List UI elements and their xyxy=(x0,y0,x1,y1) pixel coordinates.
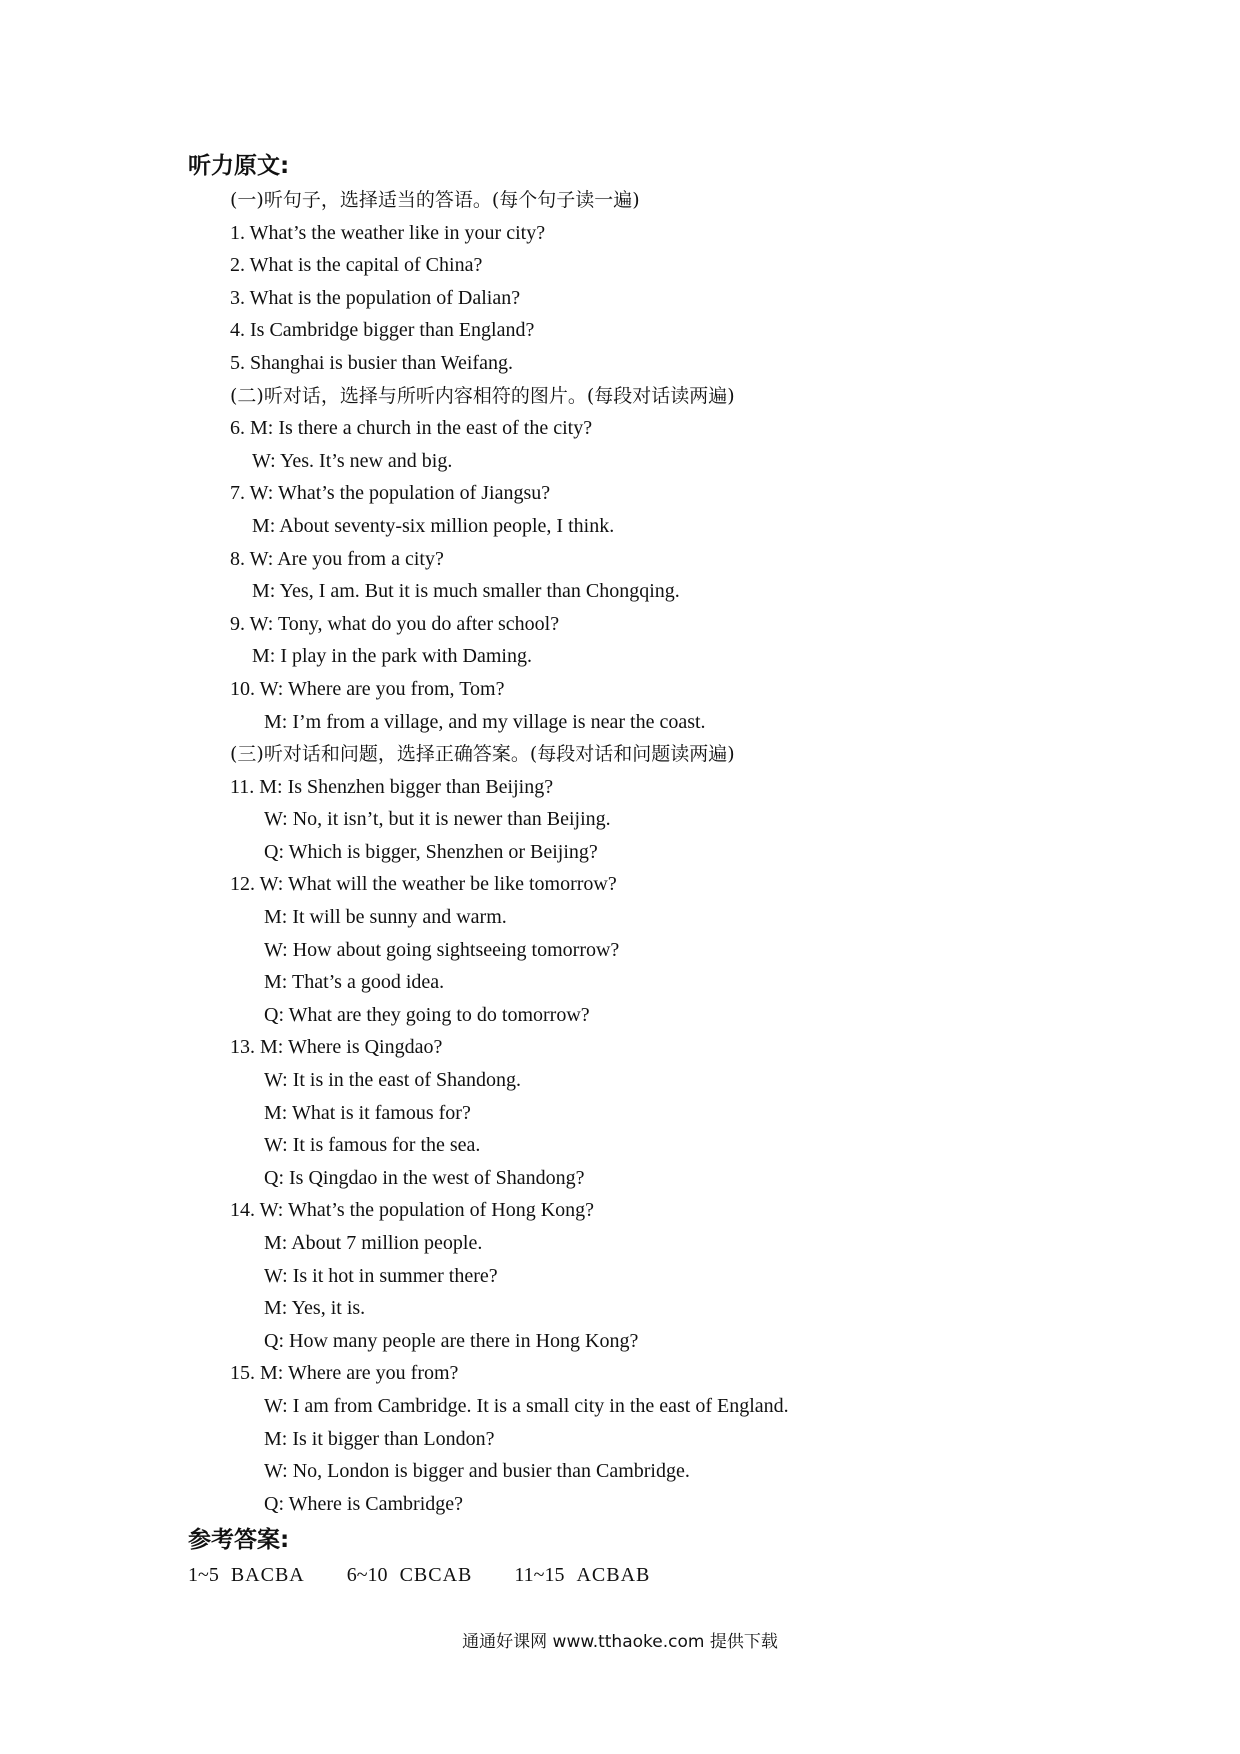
transcript-line xyxy=(0,1292,1240,1325)
transcript-line xyxy=(0,1097,1240,1130)
line-text: 7. W: What’s the population of Jiangsu? xyxy=(230,482,551,505)
line-text: 5. Shanghai is busier than Weifang. xyxy=(230,351,513,374)
line-text: 15. M: Where are you from? xyxy=(230,1362,459,1385)
line-text: W: It is famous for the sea. xyxy=(264,1134,481,1157)
line-text: Q: Is Qingdao in the west of Shandong? xyxy=(264,1166,585,1189)
transcript-line xyxy=(0,771,1240,804)
line-text: M: About 7 million people. xyxy=(264,1232,483,1254)
transcript-line xyxy=(0,640,1240,673)
transcript-line xyxy=(0,412,1240,445)
heading-listening-transcript: 听力原文: xyxy=(188,153,290,179)
section-instruction xyxy=(0,738,1240,771)
line-text: (二)听对话，选择与所听内容相符的图片。(每段对话读两遍) xyxy=(230,384,735,407)
answer-value-3: ACBAB xyxy=(576,1564,651,1586)
line-text: Q: What are they going to do tomorrow? xyxy=(264,1003,590,1026)
line-text: 14. W: What’s the population of Hong Kong? xyxy=(230,1199,595,1222)
line-text: W: How about going sightseeing tomorrow? xyxy=(264,938,620,961)
transcript-line xyxy=(0,966,1240,999)
line-text: Q: Where is Cambridge? xyxy=(264,1492,464,1515)
answer-value-2: CBCAB xyxy=(399,1564,473,1586)
transcript-line xyxy=(0,673,1240,706)
transcript-line xyxy=(0,1260,1240,1293)
line-text: 4. Is Cambridge bigger than England? xyxy=(230,319,535,342)
transcript-line xyxy=(0,1390,1240,1423)
line-text: M: What is it famous for? xyxy=(264,1101,471,1124)
line-text: W: Is it hot in summer there? xyxy=(264,1264,498,1287)
transcript-line xyxy=(0,868,1240,901)
section-instruction xyxy=(0,184,1240,217)
transcript-line xyxy=(0,901,1240,934)
line-text: M: About seventy-six million people, I think. xyxy=(252,514,615,537)
transcript-line xyxy=(0,1325,1240,1358)
answer-range-3: 11~15 xyxy=(514,1564,565,1586)
answer-range-1: 1~5 xyxy=(188,1564,219,1586)
transcript-line xyxy=(0,1423,1240,1456)
line-text: 12. W: What will the weather be like tomorrow? xyxy=(230,873,617,896)
line-text: 1. What’s the weather like in your city? xyxy=(230,221,546,244)
transcript-line xyxy=(0,314,1240,347)
transcript-line xyxy=(0,477,1240,510)
transcript-line xyxy=(0,1227,1240,1260)
transcript-line xyxy=(0,1064,1240,1097)
line-text: 10. W: Where are you from, Tom? xyxy=(230,677,505,700)
line-text: M: I play in the park with Daming. xyxy=(252,645,532,668)
transcript-line xyxy=(0,999,1240,1032)
heading-answer-key: 参考答案: xyxy=(188,1527,290,1553)
transcript-line xyxy=(0,217,1240,250)
transcript-line xyxy=(0,249,1240,282)
line-text: 9. W: Tony, what do you do after school? xyxy=(230,612,560,635)
transcript-line xyxy=(0,1129,1240,1162)
section-instruction xyxy=(0,380,1240,413)
answer-range-2: 6~10 xyxy=(346,1564,388,1586)
transcript-lines xyxy=(0,184,1240,1520)
answer-key xyxy=(188,1559,692,1591)
line-text: W: Yes. It’s new and big. xyxy=(252,449,453,472)
footer-source: 通通好课网 www.tthaoke.com 提供下载 xyxy=(462,1632,778,1652)
transcript-line xyxy=(0,934,1240,967)
line-text: 13. M: Where is Qingdao? xyxy=(230,1036,443,1059)
line-text: Q: How many people are there in Hong Kong? xyxy=(264,1329,639,1352)
line-text: W: I am from Cambridge. It is a small city in the east of England. xyxy=(264,1394,789,1417)
line-text: (三)听对话和问题，选择正确答案。(每段对话和问题读两遍) xyxy=(230,743,735,766)
transcript-line xyxy=(0,1455,1240,1488)
line-text: M: Yes, it is. xyxy=(264,1297,366,1320)
transcript-line xyxy=(0,803,1240,836)
transcript-line xyxy=(0,1162,1240,1195)
line-text: 6. M: Is there a church in the east of the city? xyxy=(230,417,593,440)
line-text: W: It is in the east of Shandong. xyxy=(264,1069,521,1092)
line-text: M: Is it bigger than London? xyxy=(264,1427,495,1450)
line-text: W: No, it isn’t, but it is newer than Beijing. xyxy=(264,808,611,831)
transcript-line xyxy=(0,575,1240,608)
transcript-line xyxy=(0,1488,1240,1521)
transcript-line xyxy=(0,706,1240,739)
line-text: M: That’s a good idea. xyxy=(264,971,445,994)
transcript-line xyxy=(0,1194,1240,1227)
line-text: M: It will be sunny and warm. xyxy=(264,906,507,929)
line-text: 8. W: Are you from a city? xyxy=(230,547,444,570)
transcript-line xyxy=(0,608,1240,641)
line-text: Q: Which is bigger, Shenzhen or Beijing? xyxy=(264,840,598,863)
transcript-line xyxy=(0,347,1240,380)
transcript-line xyxy=(0,1357,1240,1390)
transcript-line xyxy=(0,510,1240,543)
transcript-line xyxy=(0,543,1240,576)
transcript-line xyxy=(0,836,1240,869)
transcript-line xyxy=(0,1031,1240,1064)
line-text: 2. What is the capital of China? xyxy=(230,254,483,277)
transcript-line xyxy=(0,445,1240,478)
line-text: M: Yes, I am. But it is much smaller than Chongqing. xyxy=(252,580,680,603)
answer-value-1: BACBA xyxy=(230,1564,305,1586)
line-text: 11. M: Is Shenzhen bigger than Beijing? xyxy=(230,775,554,798)
line-text: 3. What is the population of Dalian? xyxy=(230,286,521,309)
line-text: W: No, London is bigger and busier than Cambridge. xyxy=(264,1460,690,1483)
line-text: M: I’m from a village, and my village is near the coast. xyxy=(264,710,706,733)
line-text: (一)听句子，选择适当的答语。(每个句子读一遍) xyxy=(230,189,640,211)
transcript-line xyxy=(0,282,1240,315)
